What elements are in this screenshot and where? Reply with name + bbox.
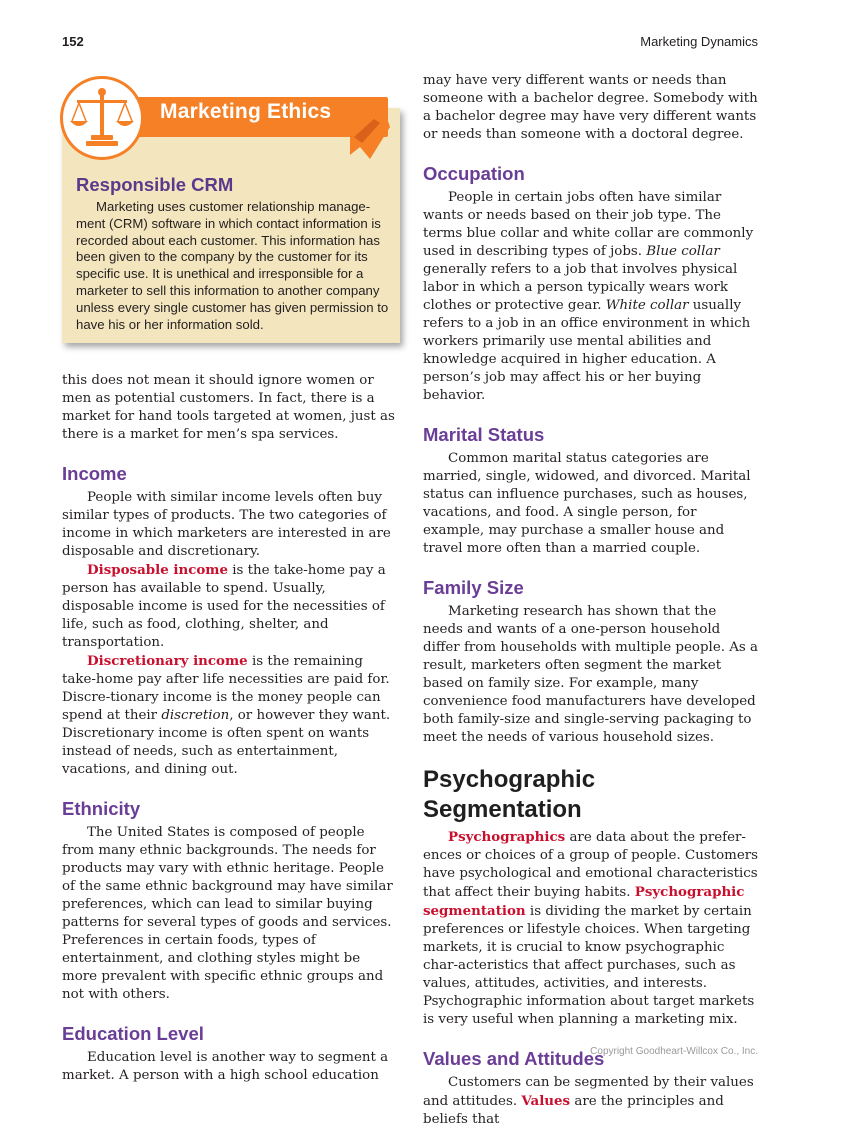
term-psychographics: Psychographics [448,829,566,845]
term-discretionary-income: Discretionary income [87,653,248,669]
marital-status-paragraph: Common marital status categories are married, single, widowed, and divorced. Marital status can influence purchases, such as houses, vacations, and food. A single person, for example, may purchase a smaller house and travel more often than a married couple. [423,451,751,556]
family-size-paragraph: Marketing research has shown that the needs and wants of a one-person household differ from households with multiple people. As a result, marketers often segment the market based on family size. For example, many convenience food manufacturers have developed both family-size and single-serving packaging to meet the needs of various household sizes. [423,604,759,745]
ethics-box-body: Marketing uses customer relationship manage-ment (CRM) software in which contact information is recorded about each customer. This information has been given to the company by the customer for its specific use. It is unethical and irresponsible for a marketer to sell this information to another company unless every single customer has given permission to have his or her information sold. [76,199,389,332]
marital-status-heading: Marital Status [423,424,545,445]
ethics-emblem [60,76,144,160]
ethnicity-heading: Ethnicity [62,798,141,819]
psychographic-paragraph: Psychographics are data about the prefer-ences or choices of a group of people. Customers have psychological and emotional characteristics that affect their buying habits. Psychographic segmentation is dividing the market by certain preferences or lifestyle choices. When targeting markets, it is crucial to know psychographic char-acteristics that affect purchases, such as values, attitudes, activities, and interests. Psychographic information about target markets is very useful when planning a marketing mix. [423,829,759,1027]
values-paragraph: Customers can be segmented by their values and attitudes. Values are the principles and beliefs that [423,1075,754,1127]
left-column [62,372,397,1085]
discretionary-income-paragraph: Discretionary income is the remaining take-home pay after life necessities are paid for. Discre-tionary income is the money people can spend at their discretion, or however they want. Discretionary income is often spent on wants instead of needs, such as entertainment, vacations, and dining out. [62,653,391,777]
copyright-notice: Copyright Goodheart-Willcox Co., Inc. [590,1046,758,1057]
right-intro-paragraph: may have very different wants or needs than someone with a bachelor degree. Somebody with a bachelor degree may have very different wants or needs than someone with a doctoral degree. [423,73,758,142]
family-size-heading: Family Size [423,577,524,598]
occupation-paragraph: People in certain jobs often have similar wants or needs based on their job type. The terms blue collar and white collar are commonly used in describing types of jobs. Blue collar generally refers to a job that involves physical labor in which a person typically wears work clothes or protective gear. White collar usually refers to a job in an office environment in which workers primarily use mental abilities and knowledge acquired in higher education. A person’s job may affect his or her buying behavior. [423,190,754,403]
term-psychographic-segmentation: Psychographic segmentation [423,884,745,919]
ethnicity-paragraph: The United States is composed of people from many ethnic backgrounds. The needs for products may vary with ethnic heritage. People of the same ethnic background may have similar preferences, which can lead to similar buying patterns for several types of goods and services. Preferences in certain foods, types of entertainment, and clothing styles might be more prevalent with specific ethnic groups and not with others. [62,825,393,1002]
term-values: Values [521,1093,571,1109]
disposable-income-paragraph: Disposable income is the take-home pay a person has available to spend. Usually, disposable income is used for the necessities of life, such as food, clothing, shelter, and transportation. [62,562,386,650]
income-heading: Income [62,463,127,484]
ethics-box-title: Responsible CRM [76,174,234,195]
page-number: 152 [62,34,84,49]
psychographic-segmentation-heading: Psychographic Segmentation [423,766,596,823]
running-head: Marketing Dynamics [640,34,758,49]
ethics-banner-title: Marketing Ethics [160,100,332,123]
scales-of-justice-icon [69,85,135,151]
left-intro-paragraph: this does not mean it should ignore women or men as potential customers. In fact, there is a market for hand tools targeted at women, just as there is a market for men’s spa services. [62,373,395,442]
income-paragraph: People with similar income levels often buy similar types of products. The two categories of income in which marketers are interested in are disposable and discretionary. [62,490,391,559]
term-disposable-income: Disposable income [87,562,228,578]
right-column [423,72,759,1129]
education-heading: Education Level [62,1023,204,1044]
values-attitudes-heading: Values and Attitudes [423,1048,605,1069]
banner-flap-icon [350,97,390,159]
occupation-heading: Occupation [423,163,525,184]
education-paragraph: Education level is another way to segment a market. A person with a high school education [62,1050,389,1083]
